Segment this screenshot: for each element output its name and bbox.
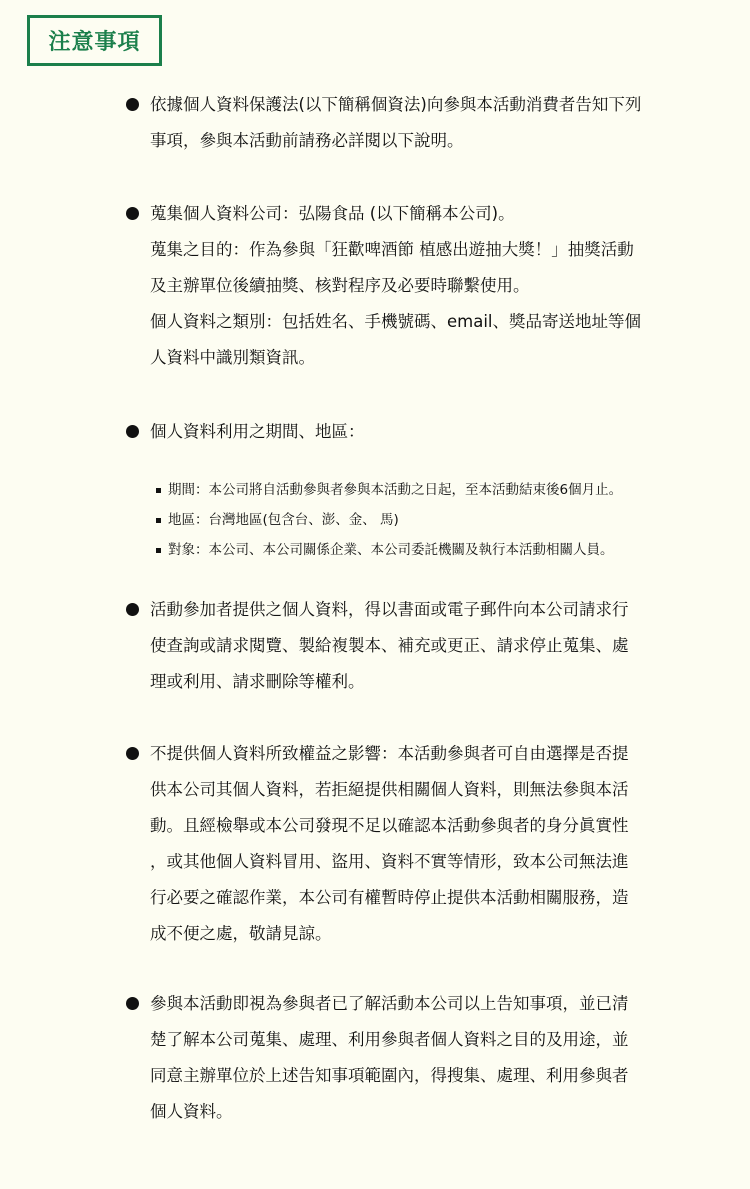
notice-item-period-region xyxy=(150,414,690,450)
text-line: 事項，參與本活動前請務必詳閱以下說明。 xyxy=(150,131,464,150)
text-line: 供本公司其個人資料，若拒絕提供相關個人資料，則無法參與本活 xyxy=(150,780,629,799)
sublist-text: 期間：本公司將自活動參與者參與本活動之日起，至本活動結束後6個月止。 xyxy=(168,482,623,498)
text-line: 活動參加者提供之個人資料，得以書面或電子郵件向本公司請求行 xyxy=(150,600,629,619)
period-region-sublist xyxy=(156,475,696,565)
text-line: 依據個人資料保護法(以下簡稱個資法)向參與本活動消費者告知下列 xyxy=(150,95,642,114)
text-line: 參與本活動即視為參與者已了解活動本公司以上告知事項，並已清 xyxy=(150,994,629,1013)
text-line: 蒐集之目的：作為參與「狂歡啤酒節 植感出遊抽大獎！」抽獎活動 xyxy=(150,240,634,259)
text-line: 不提供個人資料所致權益之影響：本活動參與者可自由選擇是否提 xyxy=(150,744,629,763)
bullet-icon xyxy=(126,98,139,111)
notice-item-not-provided xyxy=(150,736,690,952)
bullet-icon xyxy=(126,747,139,760)
text-line: 動。且經檢舉或本公司發現不足以確認本活動參與者的身分眞實性 xyxy=(150,816,629,835)
text-line: 使查詢或請求閱覽、製給複製本、補充或更正、請求停止蒐集、處 xyxy=(150,636,629,655)
bullet-icon xyxy=(126,207,139,220)
notice-title: 注意事項 xyxy=(27,15,162,66)
sublist-item xyxy=(156,535,696,565)
sublist-text: 對象：本公司、本公司關係企業、本公司委託機關及執行本活動相關人員。 xyxy=(168,542,614,558)
notice-item-collection xyxy=(150,196,690,376)
notice-item-consent xyxy=(150,986,690,1130)
square-bullet-icon xyxy=(156,488,161,493)
sublist-item xyxy=(156,475,696,505)
text-line: 理或利用、請求刪除等權利。 xyxy=(150,672,365,691)
text-line: 個人資料。 xyxy=(150,1102,233,1121)
bullet-icon xyxy=(126,425,139,438)
notice-item-rights xyxy=(150,592,690,700)
text-line: 同意主辦單位於上述告知事項範圍內，得搜集、處理、利用參與者 xyxy=(150,1066,629,1085)
notice-item-privacy-law xyxy=(150,87,690,159)
text-line: 蒐集個人資料公司：弘陽食品 (以下簡稱本公司)。 xyxy=(150,204,515,223)
text-line: 個人資料利用之期間、地區： xyxy=(150,422,365,441)
bullet-icon xyxy=(126,603,139,616)
sublist-item xyxy=(156,505,696,535)
text-line: 及主辦單位後續抽獎、核對程序及必要時聯繫使用。 xyxy=(150,276,530,295)
text-line: ，或其他個人資料冒用、盜用、資料不實等情形，致本公司無法進 xyxy=(150,852,629,871)
sublist-text: 地區：台灣地區(包含台、澎、金、 馬) xyxy=(168,512,399,528)
text-line: 個人資料之類別：包括姓名、手機號碼、email、獎品寄送地址等個 xyxy=(150,312,642,331)
square-bullet-icon xyxy=(156,518,161,523)
text-line: 人資料中識別類資訊。 xyxy=(150,348,315,367)
square-bullet-icon xyxy=(156,548,161,553)
text-line: 成不便之處，敬請見諒。 xyxy=(150,924,332,943)
text-line: 楚了解本公司蒐集、處理、利用參與者個人資料之目的及用途，並 xyxy=(150,1030,629,1049)
bullet-icon xyxy=(126,997,139,1010)
text-line: 行必要之確認作業，本公司有權暫時停止提供本活動相關服務，造 xyxy=(150,888,629,907)
